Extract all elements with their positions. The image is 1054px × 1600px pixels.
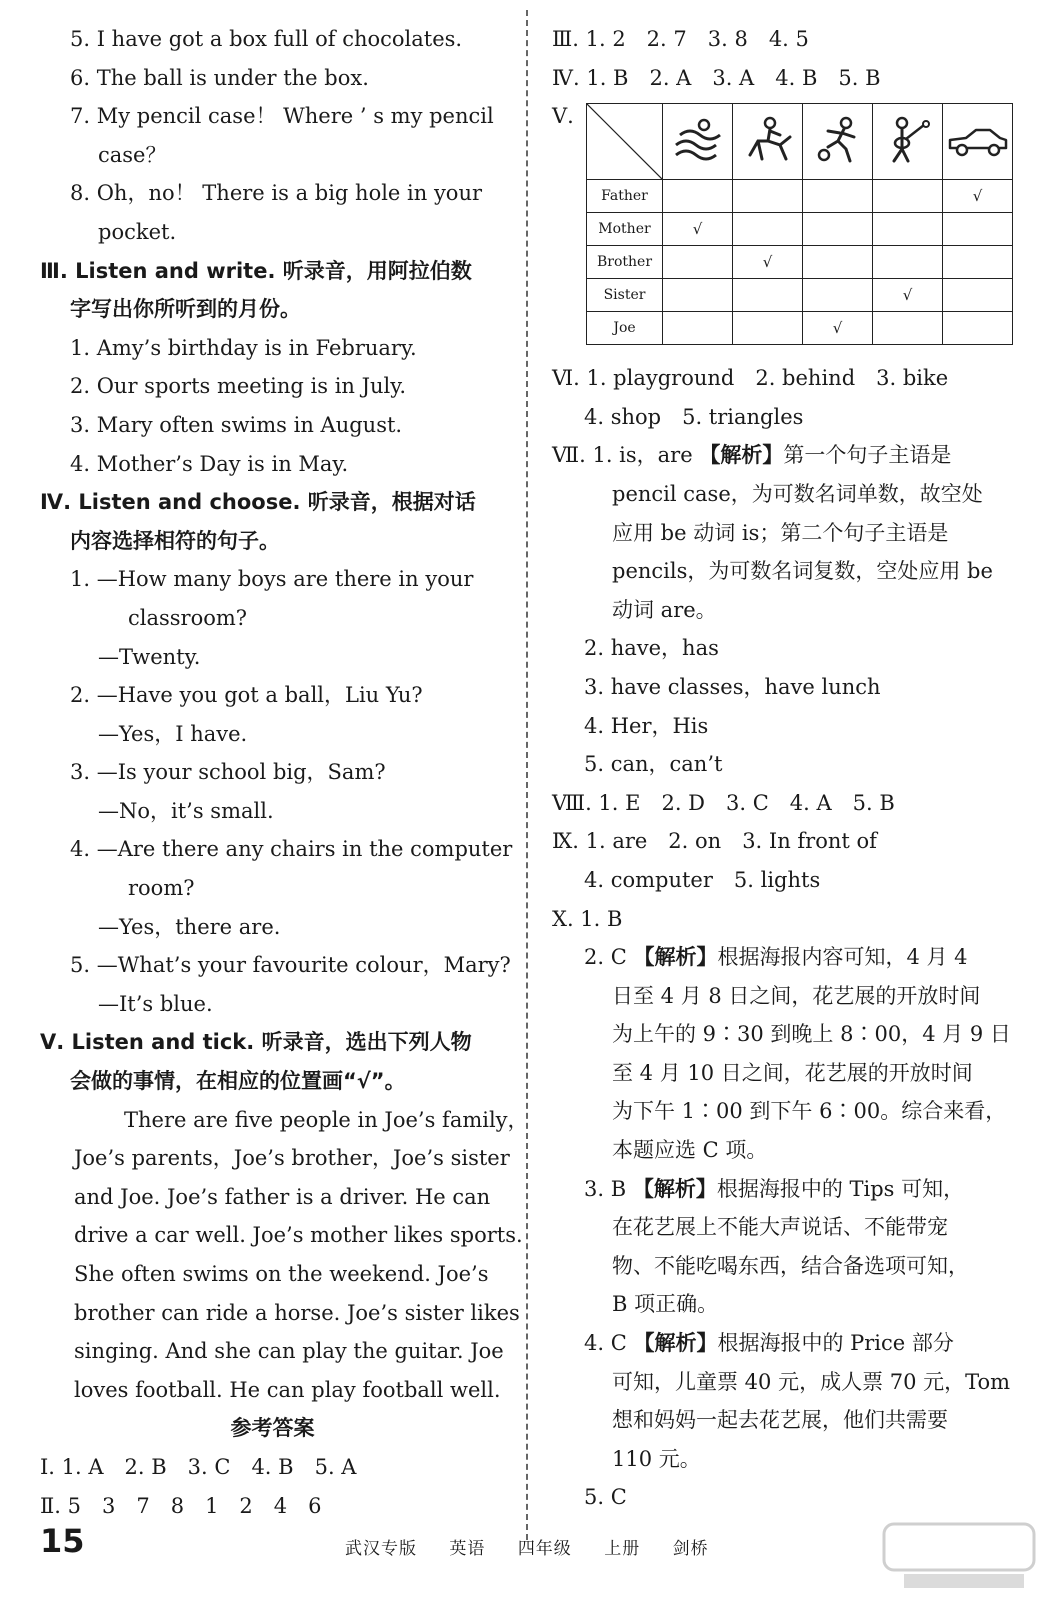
answer-line: 4. computer 5. lights bbox=[584, 867, 821, 892]
section-title: Ⅴ. Listen and tick. 听录音，选出下列人物 bbox=[40, 1030, 472, 1055]
tick-cell bbox=[803, 213, 873, 246]
text-line: 4. —Are there any chairs in the computer bbox=[70, 837, 513, 862]
analysis-tag: 【解析】 bbox=[699, 443, 784, 468]
analysis-line: pencil case，为可数名词单数，故空处 bbox=[612, 481, 983, 506]
text-line: 1. —How many boys are there in your bbox=[70, 567, 474, 592]
section-title: Ⅲ. Listen and write. 听录音，用阿拉伯数 bbox=[40, 258, 472, 283]
section-title: 会做的事情，在相应的位置画“√”。 bbox=[70, 1069, 406, 1094]
tick-cell bbox=[943, 213, 1013, 246]
text-line: —Yes，I have. bbox=[98, 721, 248, 746]
tick-cell: √ bbox=[803, 312, 873, 345]
tick-cell bbox=[943, 279, 1013, 312]
corner-cell bbox=[587, 104, 663, 180]
answer-line: 3. have classes，have lunch bbox=[584, 674, 881, 699]
tick-cell: √ bbox=[943, 180, 1013, 213]
tick-cell bbox=[873, 246, 943, 279]
analysis-tag: 【解析】 bbox=[633, 945, 718, 970]
page-number: 15 bbox=[40, 1522, 85, 1560]
tick-cell bbox=[943, 312, 1013, 345]
text-line: —No，it’s small. bbox=[98, 798, 274, 823]
tick-table-block bbox=[552, 97, 1022, 359]
paragraph-line: There are five people in Joe’s family， bbox=[124, 1107, 529, 1132]
answer-number: 3. B bbox=[584, 1176, 627, 1201]
paragraph-line: drive a car well. Joe’s mother likes sports. bbox=[74, 1223, 523, 1248]
text-line: 2. Our sports meeting is in July. bbox=[70, 374, 407, 399]
tick-cell bbox=[873, 213, 943, 246]
paragraph-line: and Joe. Joe’s father is a driver. He can bbox=[74, 1184, 491, 1209]
person-name-cell: Father bbox=[587, 180, 663, 213]
tick-cell bbox=[733, 312, 803, 345]
paragraph-line: brother can ride a horse. Joe’s sister likes bbox=[74, 1300, 520, 1325]
tick-cell bbox=[663, 279, 733, 312]
answer-line: Ⅳ. 1. B 2. A 3. A 4. B 5. B bbox=[552, 65, 881, 90]
analysis-line: 本题应选 C 项。 bbox=[612, 1138, 768, 1163]
answer-line bbox=[552, 1170, 1022, 1209]
table-row bbox=[587, 246, 1013, 279]
paragraph-line: singing. And she can play the guitar. Joe bbox=[74, 1339, 504, 1364]
answer-number: 4. C bbox=[584, 1331, 627, 1356]
answer-line bbox=[552, 938, 1022, 977]
analysis-text: 根据海报内容可知，4 月 4 bbox=[717, 945, 968, 970]
term-label: 上册 bbox=[604, 1539, 641, 1559]
text-line: 8. Oh，no！ There is a big hole in your bbox=[70, 181, 483, 206]
answer-line bbox=[552, 1324, 1022, 1363]
subject-label: 英语 bbox=[449, 1539, 486, 1559]
answer-line: Ⅰ. 1. A 2. B 3. C 4. B 5. A bbox=[40, 1454, 357, 1479]
answer-line: Ⅹ. 1. B bbox=[552, 906, 623, 931]
text-line: 5. I have got a box full of chocolates. bbox=[70, 27, 463, 51]
answer-number: 2. C bbox=[584, 945, 627, 970]
section-label: Ⅴ. bbox=[552, 104, 574, 129]
text-line: classroom? bbox=[128, 605, 248, 630]
analysis-tag: 【解析】 bbox=[633, 1331, 718, 1356]
person-name-cell: Brother bbox=[587, 246, 663, 279]
car-icon bbox=[943, 104, 1013, 180]
text-line: pocket. bbox=[98, 219, 177, 244]
tick-cell bbox=[733, 213, 803, 246]
person-name-cell: Joe bbox=[587, 312, 663, 345]
table-row bbox=[587, 279, 1013, 312]
tick-table-body bbox=[587, 180, 1013, 345]
tick-cell: √ bbox=[733, 246, 803, 279]
text-line: room? bbox=[128, 876, 195, 901]
text-line: —It’s blue. bbox=[98, 991, 213, 1016]
answer-number: Ⅶ. 1. is，are bbox=[552, 443, 693, 468]
tick-cell bbox=[803, 180, 873, 213]
text-line: 1. Amy’s birthday is in February. bbox=[70, 335, 417, 360]
tick-cell bbox=[663, 180, 733, 213]
text-line: 4. Mother’s Day is in May. bbox=[70, 451, 349, 476]
horse-riding-icon bbox=[733, 104, 803, 180]
swimming-icon bbox=[663, 104, 733, 180]
analysis-line: 为下午 1∶00 到下午 6∶00。综合来看， bbox=[612, 1099, 1007, 1124]
analysis-text: 第一个句子主语是 bbox=[783, 443, 952, 468]
analysis-line: 动词 are。 bbox=[612, 597, 717, 622]
text-line: —Twenty. bbox=[98, 644, 201, 669]
analysis-line: 物、不能吃喝东西，结合备选项可知， bbox=[612, 1253, 969, 1278]
answer-line: Ⅲ. 1. 2 2. 7 3. 8 4. 5 bbox=[552, 27, 809, 51]
football-icon bbox=[803, 104, 873, 180]
analysis-line: 110 元。 bbox=[612, 1446, 701, 1471]
person-name-cell: Mother bbox=[587, 213, 663, 246]
tick-cell bbox=[803, 279, 873, 312]
answer-line bbox=[552, 436, 1022, 475]
table-row bbox=[587, 312, 1013, 345]
tick-cell bbox=[663, 312, 733, 345]
tick-cell bbox=[733, 279, 803, 312]
text-line: 6. The ball is under the box. bbox=[70, 65, 369, 90]
tick-cell bbox=[663, 246, 733, 279]
analysis-line: 至 4 月 10 日之间，花艺展的开放时间 bbox=[612, 1060, 973, 1085]
analysis-text: 根据海报中的 Price 部分 bbox=[717, 1331, 954, 1356]
analysis-tag: 【解析】 bbox=[632, 1176, 717, 1201]
edition-label: 武汉专版 bbox=[345, 1539, 417, 1559]
analysis-line: 可知，儿童票 40 元，成人票 70 元，Tom bbox=[612, 1369, 1011, 1394]
page-footer bbox=[40, 1520, 1020, 1570]
paragraph-line: Joe’s parents，Joe’s brother，Joe’s sister bbox=[74, 1146, 510, 1171]
text-line: 3. —Is your school big，Sam? bbox=[70, 760, 386, 785]
grade-label: 四年级 bbox=[517, 1539, 572, 1559]
footer-info bbox=[345, 1534, 735, 1559]
column-divider bbox=[526, 10, 528, 1540]
answer-key-title: 参考答案 bbox=[230, 1416, 315, 1441]
answer-line: Ⅵ. 1. playground 2. behind 3. bike bbox=[552, 366, 949, 391]
answer-line: 4. shop 5. triangles bbox=[584, 404, 804, 429]
answer-line: 5. C bbox=[584, 1485, 627, 1510]
text-line: 7. My pencil case！ Where ’ s my pencil bbox=[70, 104, 494, 129]
answer-line: 5. can，can’t bbox=[584, 752, 723, 777]
analysis-text: 根据海报中的 Tips 可知， bbox=[716, 1176, 965, 1201]
tick-table bbox=[586, 103, 1013, 345]
icon-row bbox=[587, 104, 1013, 180]
text-line: 2. —Have you got a ball，Liu Yu? bbox=[70, 683, 423, 708]
text-line: —Yes，there are. bbox=[98, 914, 281, 939]
analysis-line: pencils，为可数名词复数，空处应用 be bbox=[612, 559, 993, 584]
text-line: case？ bbox=[98, 142, 167, 167]
tick-cell bbox=[873, 312, 943, 345]
answer-line: Ⅱ. 5 3 7 8 1 2 4 6 bbox=[40, 1493, 322, 1518]
answer-line: Ⅸ. 1. are 2. on 3. In front of bbox=[552, 829, 877, 854]
analysis-line: 想和妈妈一起去花艺展，他们共需要 bbox=[612, 1408, 948, 1433]
left-column bbox=[40, 20, 529, 1525]
analysis-line: 应用 be 动词 is；第二个句子主语是 bbox=[612, 520, 949, 545]
text-line: 5. —What’s your favourite colour，Mary? bbox=[70, 953, 511, 978]
person-name-cell: Sister bbox=[587, 279, 663, 312]
tick-cell bbox=[803, 246, 873, 279]
tick-cell: √ bbox=[663, 213, 733, 246]
answer-line: Ⅷ. 1. E 2. D 3. C 4. A 5. B bbox=[552, 790, 895, 815]
analysis-line: 为上午的 9∶30 到晚上 8∶00，4 月 9 日 bbox=[612, 1022, 1011, 1047]
analysis-line: 日至 4 月 8 日之间，花艺展的开放时间 bbox=[612, 983, 981, 1008]
analysis-line: B 项正确。 bbox=[612, 1292, 719, 1317]
answer-line: 4. Her，His bbox=[584, 713, 709, 738]
section-title: Ⅳ. Listen and choose. 听录音，根据对话 bbox=[40, 490, 476, 515]
table-row bbox=[587, 213, 1013, 246]
tick-cell bbox=[873, 180, 943, 213]
paragraph-line: loves football. He can play football well. bbox=[74, 1377, 501, 1402]
section-title: 内容选择相符的句子。 bbox=[70, 528, 280, 553]
table-row bbox=[587, 180, 1013, 213]
analysis-line: 在花艺展上不能大声说话、不能带宠 bbox=[612, 1215, 948, 1240]
publisher-label: 剑桥 bbox=[672, 1539, 709, 1559]
tick-cell bbox=[943, 246, 1013, 279]
watermark-logo bbox=[874, 1514, 1044, 1594]
text-line: 3. Mary often swims in August. bbox=[70, 412, 403, 437]
paragraph-line: She often swims on the weekend. Joe’s bbox=[74, 1262, 489, 1286]
answer-line: 2. have，has bbox=[584, 636, 719, 661]
right-column bbox=[552, 20, 1022, 1517]
tick-cell: √ bbox=[873, 279, 943, 312]
tick-cell bbox=[733, 180, 803, 213]
guitar-icon bbox=[873, 104, 943, 180]
section-title: 字写出你所听到的月份。 bbox=[70, 297, 301, 322]
